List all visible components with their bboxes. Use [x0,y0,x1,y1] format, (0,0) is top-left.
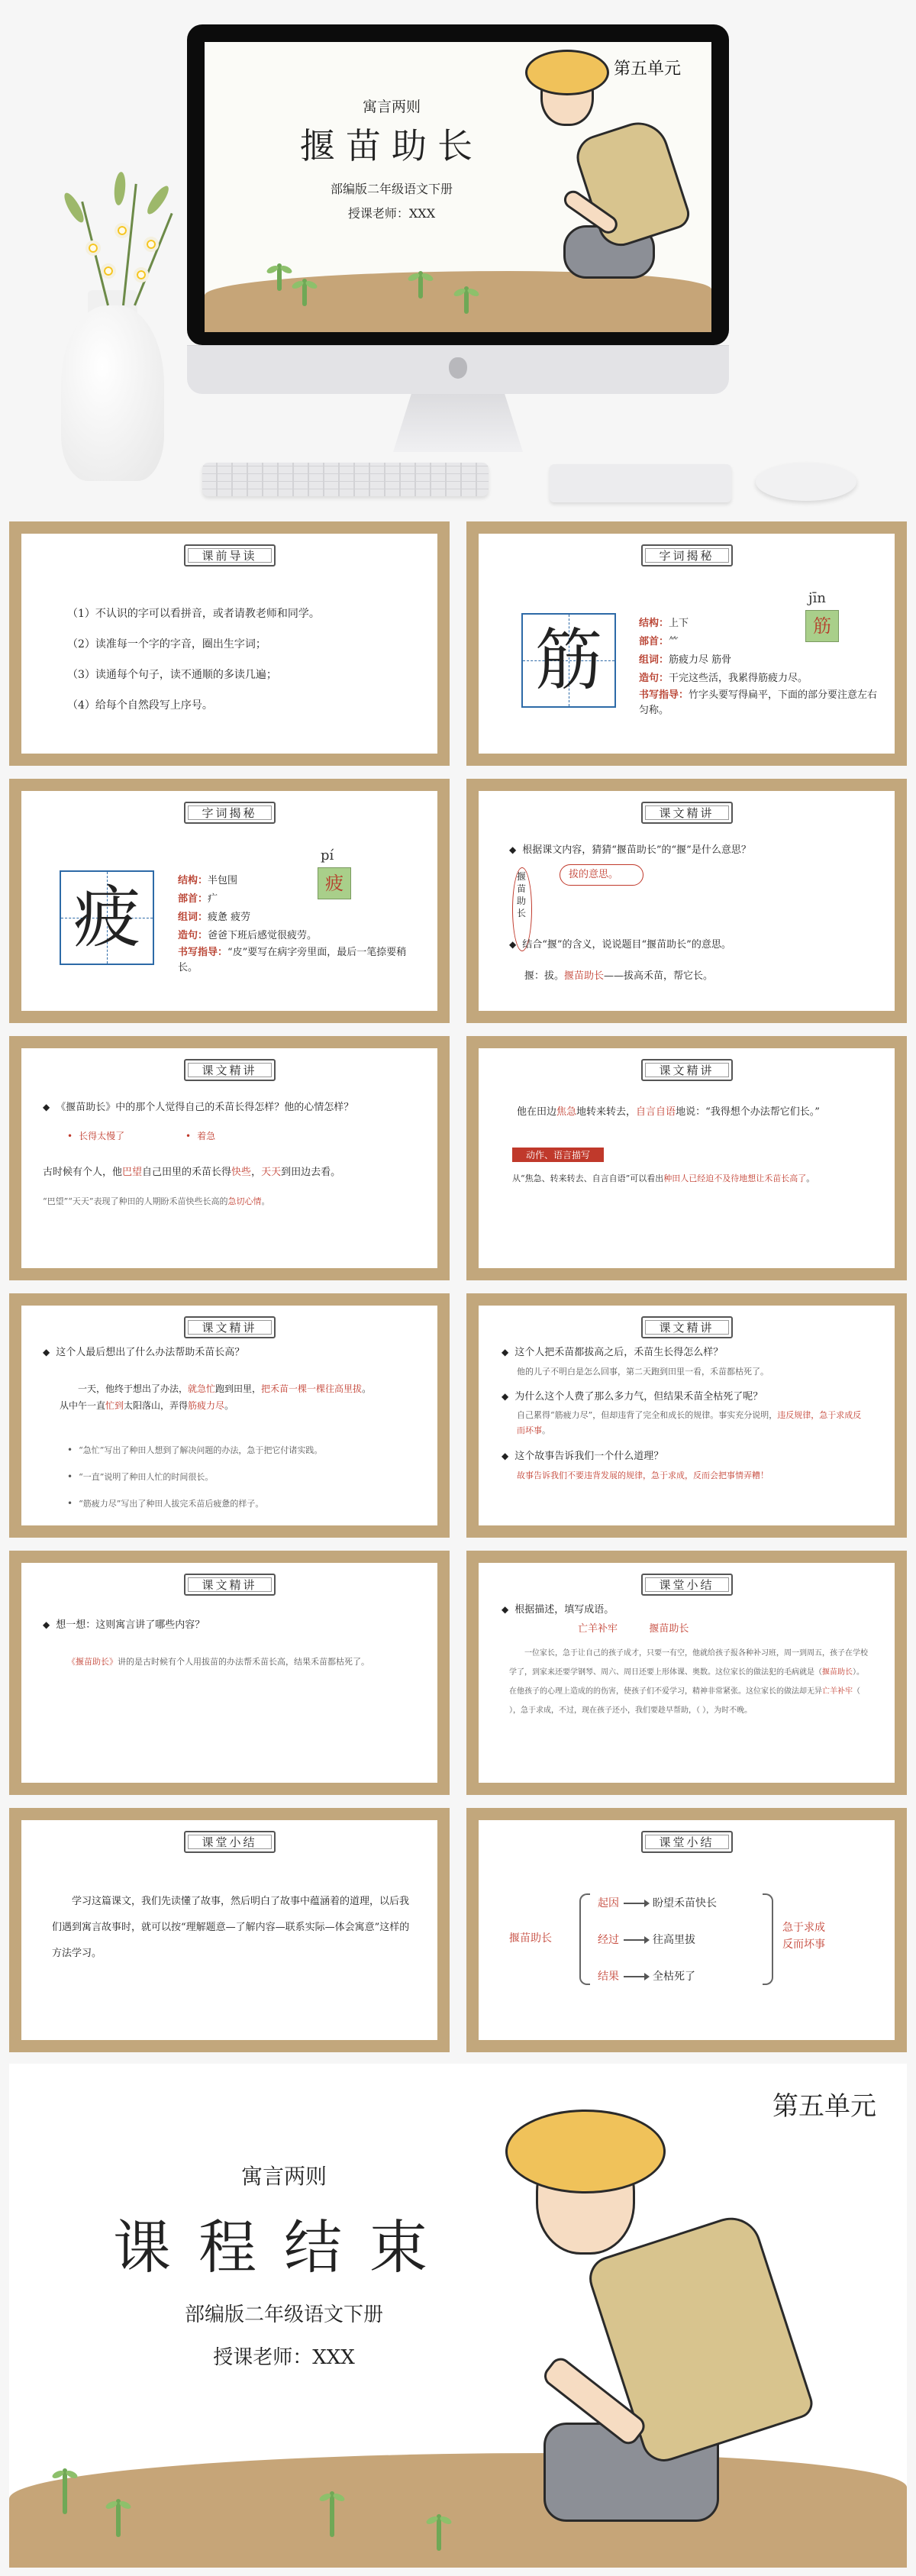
highlight: 急切心情 [227,1196,262,1206]
highlight: 违反规律，急于求成反而坏事 [517,1410,862,1435]
char-box [60,870,154,965]
info-label: 部首： [178,893,208,905]
big-character: 疲 [73,878,140,957]
char-hint: 疲 [318,867,351,899]
slide-title: 课堂小结 [640,1831,732,1853]
sprout [277,263,282,291]
slide-structure-map[interactable] [466,1808,907,2052]
char-info [639,615,883,718]
unit-label: 第五单元 [613,60,681,79]
imac-screen [205,42,711,332]
answer-text: 拔的意思。 [569,869,619,880]
explanation-item: “筋疲力尽”写出了种田人拔完禾苗后疲惫的样子。 [79,1499,264,1509]
info-label: 书写指导： [178,947,228,958]
slide-char-pi[interactable] [9,779,450,1023]
text-run: 一天，他终于想出了办法， [78,1383,189,1394]
char-box [521,613,616,708]
info-label: 结构： [639,618,669,629]
slide-title: 课文精讲 [183,1316,275,1338]
text-run: 古时候有个人，他 [43,1167,123,1178]
sprout [63,2468,67,2514]
info-label: 组词： [639,654,669,666]
answer-2 [524,968,876,985]
question-1: ◆ 根据课文内容，猜猜“揠苗助长”的“揠”是什么意思？ [509,844,751,856]
slide-title: 课文精讲 [640,1316,732,1338]
answer [67,1653,373,1671]
question-text: 这个故事告诉我们一个什么道理？ [514,1451,664,1462]
question-3: ◆ 这个故事告诉我们一个什么道理？ [502,1451,664,1462]
text-run: 。 [261,1196,270,1206]
answer-slow: • 长得太慢了 [67,1131,125,1141]
map-center: 揠苗助长 [509,1932,552,1945]
daisy-flower [101,263,116,279]
answer-2 [517,1408,868,1438]
text-run: 跑到田里， [215,1383,262,1394]
sprout [418,271,423,299]
info-value: 疒 [208,893,218,905]
arrow-right-icon [624,1939,648,1941]
info-value: 干完这些活，我累得筋疲力尽。 [669,673,808,684]
slide-title: 字词揭秘 [640,544,732,567]
map-moral: 急于求成 反而坏事 [782,1922,825,1951]
answer-text: 着急 [197,1131,216,1141]
edition-label: 部编版二年级语文下册 [184,2303,383,2326]
slide-title: 字词揭秘 [183,802,275,824]
explanation-item: “一直”说明了种田人忙的时间很长。 [79,1472,214,1482]
answer-anxious: • 着急 [185,1131,216,1141]
info-value: 半包围 [208,875,238,886]
map-row [598,1968,695,1985]
text-run: 。 [224,1400,234,1411]
text-run: 。 [542,1425,550,1435]
highlight: 自言自语 [636,1106,676,1118]
question-text: 这个人把禾苗都拔高之后，禾苗生长得怎么样？ [514,1347,724,1358]
answer-text: 讲的是古时候有个人用拔苗的办法帮禾苗长高，结果禾苗都枯死了。 [118,1657,369,1667]
text-run: 太阳落山，弄得 [124,1400,189,1411]
map-key: 结果 [598,1971,619,1983]
info-value: “皮”要写在病字旁里面，最后一笔捺要稍长。 [178,947,407,973]
slide-title: 课前导读 [183,544,275,567]
text-run: ）。在他孩子的心理上造成的的伤害，使孩子们不爱学习，精神非常紧张。这位家长的做法却无异 [509,1668,864,1696]
highlight: 《揠苗助长》 [67,1657,118,1667]
question-text: 根据课文内容，猜猜“揠苗助长”的“揠”是什么意思？ [522,844,751,856]
info-value: 疲惫 疲劳 [208,912,251,923]
technique-badge: 动作、语言描写 [512,1148,604,1162]
text-run: 自己累得“筋疲力尽”，但却违背了完全和成长的规律。事实充分说明， [517,1410,778,1420]
paragraph-1 [43,1164,424,1181]
trackpad [550,464,731,502]
guide-list [67,599,320,721]
question-text: 这个人最后想出了什么办法帮助禾苗长高？ [56,1347,245,1358]
ground [9,2453,907,2568]
flower-stem [122,184,137,305]
info-value: 爸爸下班后感觉很疲劳。 [208,930,318,941]
map-value: 往高里拔 [653,1934,695,1946]
lesson-title: 揠苗助长 [300,125,483,166]
arrow-right-icon [624,1976,648,1977]
pinyin: pí [321,847,334,864]
highlight: 天天 [261,1167,282,1178]
map-key: 起因 [598,1897,619,1909]
slide-title: 课堂小结 [183,1831,275,1853]
question: ◆ 《揠苗助长》中的那个人觉得自己的禾苗长得怎样？他的心情怎样？ [43,1102,354,1113]
info-label: 组词： [178,912,208,923]
slide-title: 课堂小结 [640,1574,732,1596]
sprout [302,279,307,306]
guide-item: （4）给每个自然段写上序号。 [67,699,213,712]
question-text: 结合“揠”的含义，说说题目“揠苗助长”的意思。 [522,939,731,951]
big-character: 筋 [534,621,602,699]
text-run: 到田边去看。 [281,1167,341,1178]
summary-paragraph: 学习这篇课文，我们先读懂了故事，然后明白了故事中蕴涵着的道理，以后我们遇到寓言故事时，就可以按“理解题意—了解内容—联系实际—体会寓意”这样的方法学习。 [52,1896,410,1959]
sprout [330,2491,334,2537]
info-value: ⺮ [669,636,679,647]
slide-title: 课文精讲 [183,1574,275,1596]
flower-stem [134,213,173,306]
slide-text-summary-q[interactable] [9,1551,450,1795]
answer-suffix: ——拔高禾苗，帮它长。 [604,970,714,982]
highlight: 种田人已经迫不及待地想让禾苗长高了 [663,1173,807,1183]
highlight: 亡羊补牢 [822,1687,853,1696]
explanation-item: “急忙”写出了种田人想到了解决问题的办法，急于把它付诸实践。 [79,1445,323,1455]
slide-reading-guide[interactable] [9,521,450,766]
edition-label: 部编版二年级语文下册 [330,182,453,196]
highlight: 巴望 [122,1167,143,1178]
char-hint: 筋 [805,610,839,642]
info-label: 造句： [639,673,669,684]
highlight: 就急忙 [188,1383,216,1394]
map-key: 经过 [598,1934,619,1946]
daisy-flower [144,237,159,252]
info-label: 书写指导： [639,689,689,701]
text-run: （ ），急于求成，不过，现在孩子还小，我们要趁早帮助，（ ），为时不晚。 [509,1687,860,1715]
question-text: 《揠苗助长》中的那个人觉得自己的禾苗长得怎样？他的心情怎样？ [56,1102,354,1113]
highlight: 揠苗助长 [822,1668,853,1677]
slide-text-moral[interactable] [466,1293,907,1538]
slide-title: 课文精讲 [640,1059,732,1081]
paragraph-2 [512,1170,879,1187]
teacher-label: 授课老师：XXX [347,206,436,221]
pinyin: jīn [808,590,826,606]
highlight: 筋疲力尽 [188,1400,225,1411]
unit-label: 第五单元 [772,2091,876,2122]
slide-text-method[interactable] [9,1293,450,1538]
char-info [178,872,422,976]
farmer-hat [505,2110,666,2193]
sprout [464,286,469,314]
question-2: ◆ 结合“揠”的含义，说说题目“揠苗助长”的意思。 [509,939,731,951]
guide-item: （3）读通每个句子，读不通顺的多读几遍； [67,669,277,681]
highlight: 把禾苗一棵一棵往高里拔 [261,1383,363,1394]
info-label: 部首： [639,636,669,647]
text-run: 他在田边 [517,1106,557,1118]
hero-mockup [0,0,916,504]
daisy-flower [114,223,130,238]
question-text: 根据描述，填写成语。 [514,1604,614,1616]
text-run: 地说：“我得想个办法帮它们长。” [676,1106,820,1118]
answer-1: 他的儿子不明白是怎么回事，第二天跑到田里一看，禾苗都枯死了。 [517,1367,769,1377]
vertical-title: 揠苗助长 [517,871,527,918]
text-run: “巴望”“天天”表现了种田的人期盼禾苗快些长高的 [43,1196,228,1206]
map-value: 全枯死了 [653,1971,695,1983]
question-text: 为什么这个人费了那么多力气，但结果禾苗全枯死了呢？ [514,1391,763,1403]
farmer-hat [525,50,609,95]
paragraph-1 [517,1103,868,1122]
daisy-flower [134,267,149,282]
slide-title: 课文精讲 [183,1059,275,1081]
lesson-subtitle: 寓言两则 [240,2164,327,2189]
slide-title: 课文精讲 [640,802,732,824]
info-value: 筋疲力尽 筋骨 [669,654,732,666]
map-row [598,1932,695,1948]
highlight: 忙到 [105,1400,124,1411]
text-run: 地转来转去， [576,1106,637,1118]
question-text: 想一想：这则寓言讲了哪些内容？ [56,1619,205,1631]
teacher-label: 授课老师：XXX [213,2346,355,2369]
text-run: 。从中午一直 [60,1383,372,1411]
leaf [113,171,127,205]
text-run: 自己田里的禾苗长得 [142,1167,232,1178]
info-value: 竹字头要写得扁平，下面的部分要注意左右匀称。 [639,689,878,716]
highlight: 焦急 [556,1106,577,1118]
question: ◆ 这个人最后想出了什么办法帮助禾苗长高？ [43,1347,245,1358]
info-label: 结构： [178,875,208,886]
sprout [116,2499,121,2537]
idiom-options: 亡羊补牢 揠苗助长 [578,1623,689,1635]
question-2: ◆ 为什么这个人费了那么多力气，但结果禾苗全枯死了呢？ [502,1391,763,1403]
question: ◆ 根据描述，填写成语。 [502,1604,614,1616]
question: ◆ 想一想：这则寓言讲了哪些内容？ [43,1619,205,1631]
slide-text-feeling[interactable] [9,1036,450,1280]
end-title: 课程结束 [113,2213,455,2281]
text-run: 从“焦急、转来转去、自言自语”可以看出 [512,1173,664,1183]
slide-lesson-summary[interactable] [9,1808,450,2052]
info-label: 造句： [178,930,208,941]
map-value: 盼望禾苗快长 [653,1897,717,1909]
apple-logo-icon [449,357,467,379]
info-value: 上下 [669,618,689,629]
leaf [144,183,173,217]
vase [61,305,164,481]
answer-prefix: 揠：拔。 [524,970,565,982]
ending-slide [9,2064,907,2568]
text-run: ， [251,1167,262,1178]
slide-fill-idiom[interactable] [466,1551,907,1795]
left-brace [579,1893,590,1985]
guide-item: （2）读准每一个字的字音，圈出生字词； [67,638,266,650]
paragraph-2 [43,1193,424,1210]
guide-item: （1）不认识的字可以看拼音，或者请教老师和同学。 [67,608,320,620]
arrow-right-icon [624,1903,648,1904]
imac-stand [393,394,523,452]
answer-text: 长得太慢了 [79,1131,125,1141]
slide-text-meaning[interactable] [466,779,907,1023]
explanations: • “急忙”写出了种田人想到了解决问题的办法，急于把它付诸实践。 • “一直”说明了种田人忙的时间很长。 • “筋疲力尽”写出了种田人拔完禾苗后疲惫的样子。 [67,1445,323,1509]
highlight: 快些 [231,1167,252,1178]
answer-highlight: 揠苗助长 [564,970,605,982]
slide-char-jin[interactable] [466,521,907,766]
passage [509,1644,868,1720]
text-run: 。 [806,1173,815,1183]
text-run: 一位家长，急于让自己的孩子成才，只要一有空，他就给孩子报各种补习班，周一到周五，孩子在学校学了，到家来还要学钢琴、周六、周日还要上形体课、奥数。这位家长的做法犯的毛病就是（ [509,1649,868,1677]
sprout [437,2514,441,2551]
lesson-subtitle: 寓言两则 [362,98,421,115]
answer-3: 故事告诉我们不要违背发展的规律，急于求成，反而会把事情弄糟！ [517,1470,769,1480]
mouse [756,463,856,501]
right-brace [763,1893,773,1985]
map-row [598,1895,717,1912]
slide-text-action[interactable] [466,1036,907,1280]
daisy-flower [85,240,101,256]
question-1: ◆ 这个人把禾苗都拔高之后，禾苗生长得怎么样？ [502,1347,724,1358]
keyboard [202,463,489,496]
paragraph [60,1380,380,1414]
